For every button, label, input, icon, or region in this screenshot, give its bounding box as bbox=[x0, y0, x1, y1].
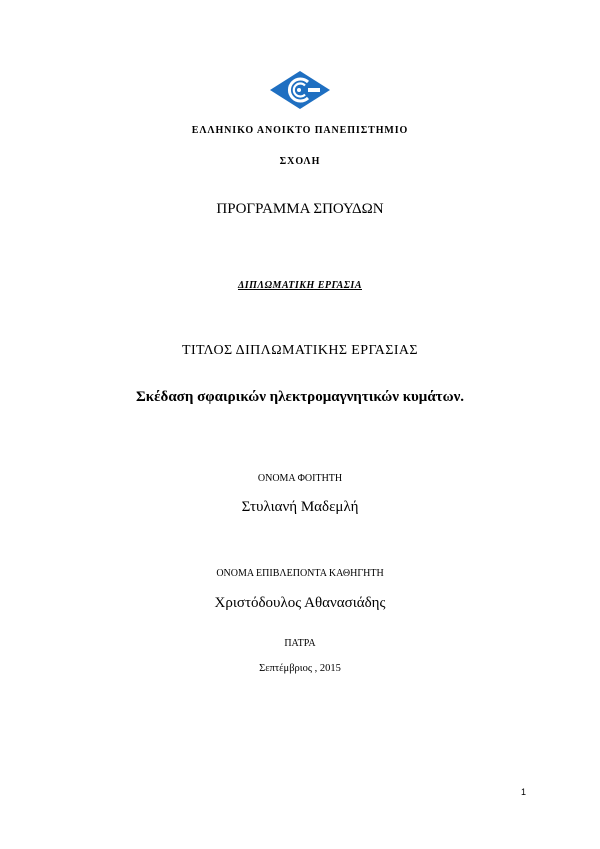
study-program: ΠΡΟΓΡΑΜΜΑ ΣΠΟΥΔΩΝ bbox=[216, 201, 384, 217]
student-name-label: ΟΝΟΜΑ ΦΟΙΤΗΤΗ bbox=[257, 473, 343, 484]
school-name: ΣΧΟΛΗ bbox=[279, 156, 321, 167]
thesis-type-label: ΔΙΠΛΩΜΑΤΙΚΗ ΕΡΓΑΣΙΑ bbox=[237, 280, 362, 291]
city: ΠΑΤΡΑ bbox=[284, 638, 316, 649]
student-name: Στυλιανή Μαδεμλή bbox=[241, 499, 359, 515]
supervisor-name-label: ΟΝΟΜΑ ΕΠΙΒΛΕΠΟΝΤΑ ΚΑΘΗΓΗΤΗ bbox=[216, 568, 384, 579]
page-number: 1 bbox=[520, 787, 526, 797]
supervisor-name: Χριστόδουλος Αθανασιάδης bbox=[214, 595, 386, 611]
date: Σεπτέμβριος , 2015 bbox=[259, 663, 341, 674]
thesis-title-heading: ΤΙΤΛΟΣ ΔΙΠΛΩΜΑΤΙΚΗΣ ΕΡΓΑΣΙΑΣ bbox=[182, 343, 418, 358]
university-name: ΕΛΛΗΝΙΚΟ ΑΝΟΙΚΤΟ ΠΑΝΕΠΙΣΤΗΜΙΟ bbox=[191, 125, 409, 136]
eap-university-logo-icon bbox=[268, 70, 332, 110]
thesis-title: Σκέδαση σφαιρικών ηλεκτρομαγνητικών κυμάτων. bbox=[135, 389, 465, 405]
